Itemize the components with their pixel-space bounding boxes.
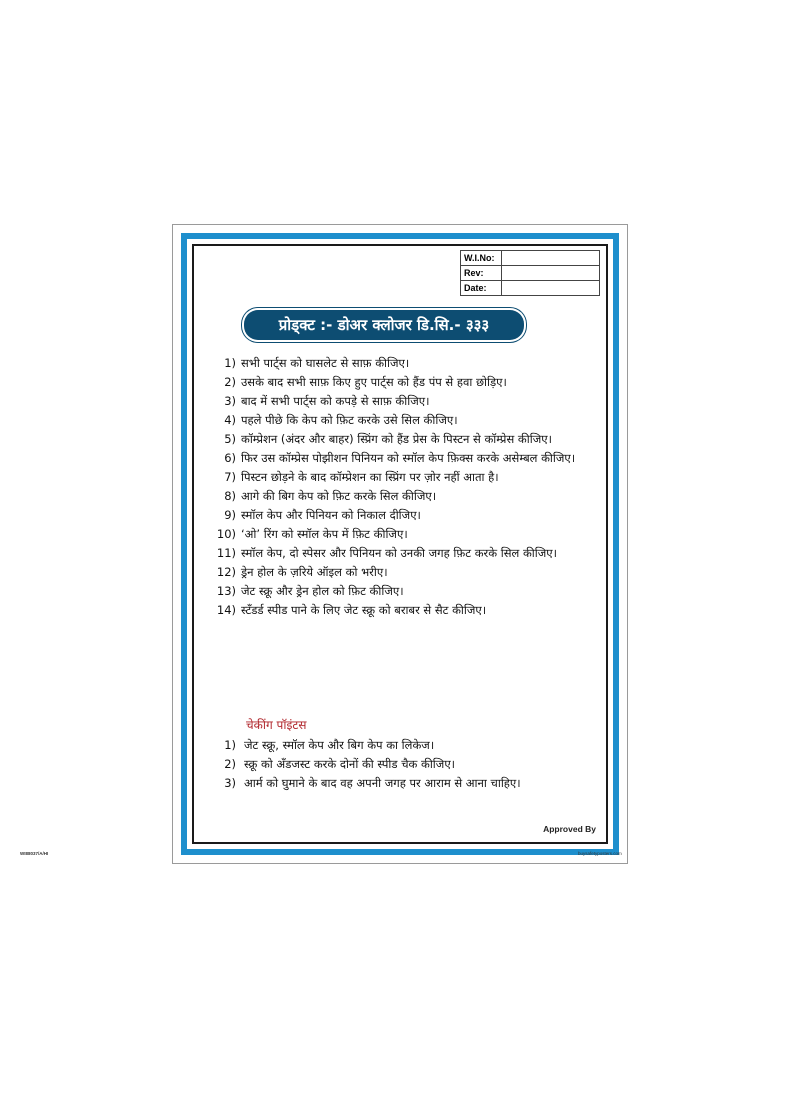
- sign-sheet: [172, 224, 628, 864]
- list-item: [212, 563, 604, 582]
- table-row: [461, 251, 600, 266]
- list-item: [212, 430, 604, 449]
- step-text: जेट स्क्रू और ड्रेन होल को फ़िट कीजिए।: [241, 584, 404, 598]
- rev-value: [502, 266, 600, 281]
- step-text: बाद में सभी पार्ट्स को कपड़े से साफ़ कीजिए।: [241, 394, 430, 408]
- table-row: [461, 266, 600, 281]
- list-item: [212, 601, 604, 620]
- table-row: [461, 281, 600, 296]
- blue-frame: [181, 233, 619, 855]
- list-item: [212, 736, 608, 755]
- step-text: सभी पार्ट्स को घासलेट से साफ़ कीजिए।: [241, 356, 410, 370]
- list-item: [212, 373, 604, 392]
- list-item: [212, 774, 608, 793]
- step-text: उसके बाद सभी साफ़ किए हुए पार्ट्स को हैंड पंप से हवा छोड़िए।: [241, 375, 507, 389]
- list-item: [212, 392, 604, 411]
- inner-border: [192, 244, 608, 844]
- wi-no-value: [502, 251, 600, 266]
- step-number: 11): [216, 546, 236, 560]
- checks-list: [212, 736, 608, 793]
- step-text: ड्रेन होल के ज़रिये ऑइल को भरीए।: [241, 565, 388, 579]
- step-number: 14): [216, 603, 236, 617]
- check-number: 2): [224, 757, 236, 771]
- step-text: कॉम्प्रेशन (अंदर और बाहर) स्प्रिंग को हैंड प्रेस के पिस्टन से कॉम्प्रेस कीजिए।: [241, 432, 552, 446]
- header-table: [460, 250, 600, 296]
- list-item: [212, 506, 604, 525]
- approved-by-label: Approved By: [543, 824, 596, 834]
- product-banner: प्रोड्क्ट :- डोअर क्लोजर डि.सि.- ३३३: [244, 310, 524, 340]
- check-text: जेट स्क्रू, स्मॉल केप और बिग केप का लिकेज।: [244, 738, 435, 752]
- date-label: Date:: [461, 281, 502, 296]
- step-number: 12): [216, 565, 236, 579]
- step-text: पहले पीछे कि केप को फ़िट करके उसे सिल कीजिए।: [241, 413, 458, 427]
- rev-label: Rev:: [461, 266, 502, 281]
- step-number: 10): [216, 527, 236, 541]
- list-item: [212, 525, 604, 544]
- list-item: [212, 449, 604, 468]
- step-number: 6): [224, 451, 236, 465]
- website-footer: buysafetyposters.com: [578, 851, 622, 856]
- step-text: स्मॉल केप, दो स्पेसर और पिनियन को उनकी जगह फ़िट करके सिल कीजिए।: [241, 546, 557, 560]
- step-text: स्मॉल केप और पिनियन को निकाल दीजिए।: [241, 508, 421, 522]
- step-number: 13): [216, 584, 236, 598]
- check-text: स्क्रू को अँडजस्ट करके दोनों की स्पीड चैक कीजिए।: [244, 757, 456, 771]
- step-number: 1): [224, 356, 236, 370]
- step-text: फिर उस कॉम्प्रेस पोझीशन पिनियन को स्मॉल केप फ़िक्स करके असेम्बल कीजिए।: [241, 451, 576, 465]
- list-item: [212, 544, 604, 563]
- list-item: [212, 755, 608, 774]
- step-number: 4): [224, 413, 236, 427]
- wi-no-label: W.I.No:: [461, 251, 502, 266]
- step-number: 3): [224, 394, 236, 408]
- step-number: 5): [224, 432, 236, 446]
- step-text: ‘ओ’ रिंग को स्मॉल केप में फ़िट कीजिए।: [241, 527, 408, 541]
- step-number: 8): [224, 489, 236, 503]
- list-item: [212, 411, 604, 430]
- list-item: [212, 354, 604, 373]
- step-text: आगे की बिग केप को फ़िट करके सिल कीजिए।: [241, 489, 437, 503]
- date-value: [502, 281, 600, 296]
- document-code: WI88037/A/HI: [20, 851, 49, 856]
- list-item: [212, 487, 604, 506]
- check-number: 3): [224, 776, 236, 790]
- step-text: पिस्टन छोड़ने के बाद कॉम्प्रेशन का स्प्रिंग पर ज़ोर नहीं आता है।: [241, 470, 499, 484]
- check-text: आर्म को घुमाने के बाद वह अपनी जगह पर आराम से आना चाहिए।: [244, 776, 521, 790]
- checking-points-title: चेकींग पॉइंटस: [246, 718, 307, 732]
- check-number: 1): [224, 738, 236, 752]
- step-number: 2): [224, 375, 236, 389]
- list-item: [212, 582, 604, 601]
- step-number: 7): [224, 470, 236, 484]
- step-number: 9): [224, 508, 236, 522]
- steps-list: [212, 354, 604, 620]
- list-item: [212, 468, 604, 487]
- step-text: स्टँडर्ड स्पीड पाने के लिए जेट स्क्रू को बराबर से सैट कीजिए।: [241, 603, 487, 617]
